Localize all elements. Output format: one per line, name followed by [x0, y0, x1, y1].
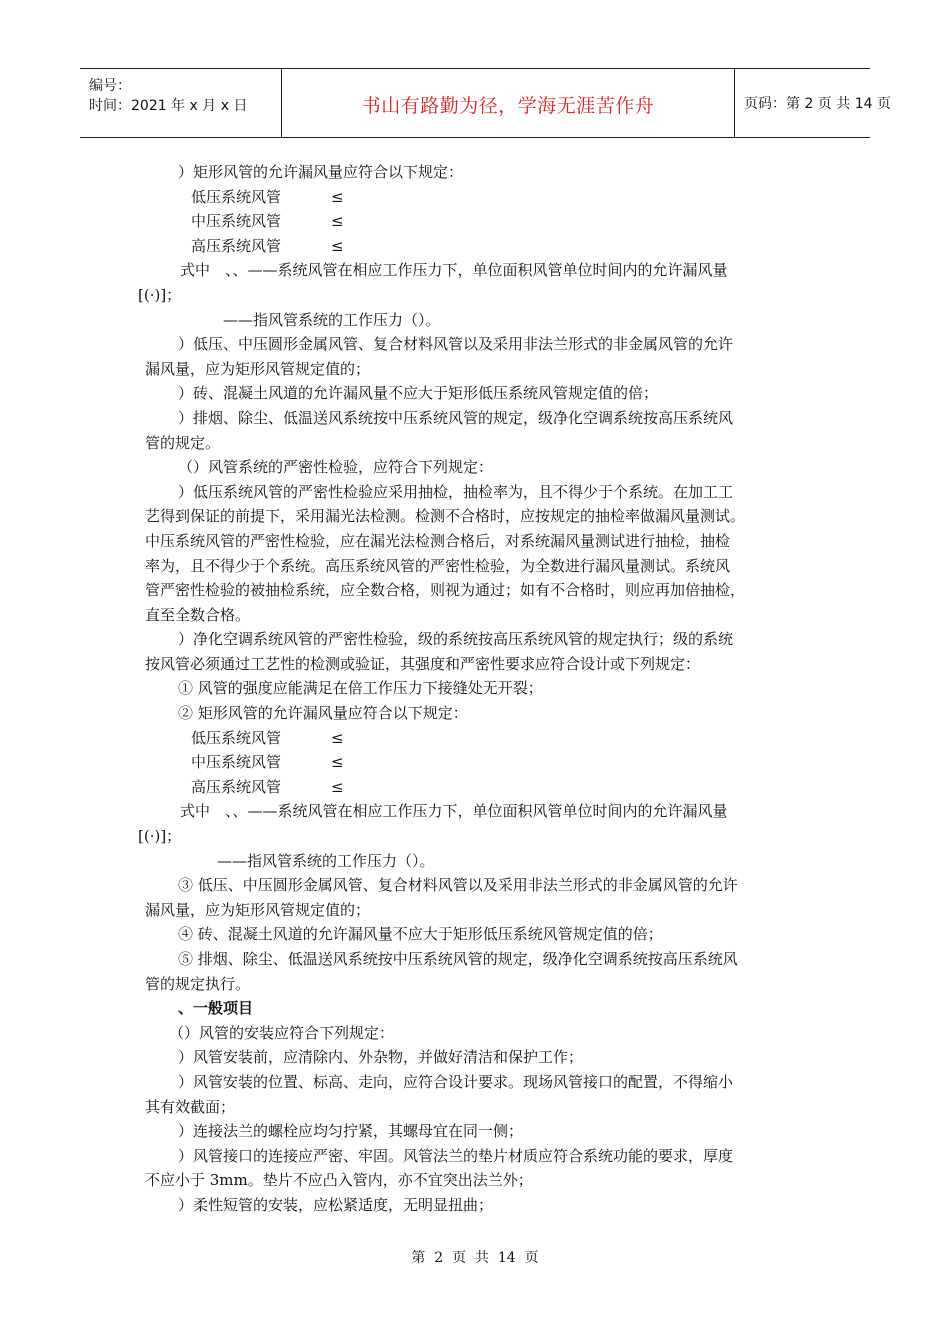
header-page-cell	[735, 69, 891, 137]
paragraph-line: ② 矩形风管的允许漏风量应符合以下规定：	[178, 704, 468, 723]
paragraph-line: 管的规定执行。	[145, 974, 251, 993]
pressure-row-low	[145, 185, 813, 210]
paragraph-line: ）柔性短管的安装，应松紧适度，无明显扭曲；	[178, 1195, 494, 1214]
header-motto-cell	[282, 69, 735, 137]
pressure-row-mid	[145, 750, 813, 775]
paragraph-line: ）风管安装前，应清除内、外杂物，并做好清洁和保护工作；	[178, 1048, 584, 1067]
pressure-row-low	[145, 726, 813, 751]
leq-symbol: ≤	[331, 236, 344, 255]
leq-symbol: ≤	[331, 728, 344, 747]
pressure-label: 低压系统风管	[191, 187, 282, 206]
paragraph-line: ）矩形风管的允许漏风量应符合以下规定：	[178, 163, 464, 181]
paragraph-line: 其有效截面；	[145, 1097, 236, 1116]
pressure-row-mid	[145, 209, 813, 234]
paragraph-line: ——指风管系统的工作压力（）。	[217, 851, 435, 870]
paragraph-line: ）排烟、除尘、低温送风系统按中压系统风管的规定，级净化空调系统按高压系统风	[178, 408, 734, 427]
pressure-label: 中压系统风管	[191, 212, 282, 231]
paragraph-line: 中压系统风管的严密性检验，应在漏光法检测合格后，对系统漏风量测试进行抽检，抽检	[145, 531, 731, 550]
leq-symbol: ≤	[331, 187, 344, 206]
motto-text: 书山有路勤为径，学海无涯苦作舟	[361, 95, 655, 117]
paragraph-line: ）风管接口的连接应严密、牢固。风管法兰的垫片材质应符合系统功能的要求，厚度	[178, 1146, 734, 1165]
paragraph-line: ⑤ 排烟、除尘、低温送风系统按中压系统风管的规定，级净化空调系统按高压系统风	[178, 950, 738, 968]
paragraph-line: 直至全数合格。	[145, 605, 251, 624]
paragraph-line: 漏风量，应为矩形风管规定值的；	[145, 359, 371, 378]
paragraph-line: 式中 、、——系统风管在相应工作压力下，单位面积风管单位时间内的允许漏风量	[180, 261, 728, 280]
paragraph-line: 管的规定。	[145, 433, 221, 452]
paragraph-line: 率为，且不得少于个系统。高压系统风管的严密性检验，为全数进行漏风量测试。系统风	[145, 556, 731, 575]
pressure-label: 高压系统风管	[191, 236, 282, 255]
leq-symbol: ≤	[331, 753, 344, 772]
paragraph-line: ）连接法兰的螺栓应均匀拧紧，其螺母宜在同一侧；	[178, 1122, 524, 1141]
paragraph-line: ——指风管系统的工作压力（）。	[223, 310, 441, 329]
document-body	[138, 160, 813, 1218]
paragraph-line: ）低压、中压圆形金属风管、复合材料风管以及采用非法兰形式的非金属风管的允许	[178, 335, 734, 354]
section-heading: 、一般项目	[178, 999, 254, 1018]
paragraph-line: 按风管必须通过工艺性的检测或验证，其强度和严密性要求应符合设计或下列规定：	[145, 654, 701, 673]
header-left-cell	[80, 69, 282, 137]
paragraph-line: ）砖、混凝土风道的允许漏风量不应大于矩形低压系统风管规定值的倍；	[178, 384, 659, 403]
paragraph-line: 式中 、、——系统风管在相应工作压力下，单位面积风管单位时间内的允许漏风量	[180, 802, 728, 821]
pressure-row-high	[145, 775, 813, 800]
serial-number-label: 编号：	[89, 78, 131, 94]
paragraph-line: ）净化空调系统风管的严密性检验，级的系统按高压系统风管的规定执行；级的系统	[178, 630, 734, 649]
pressure-label: 中压系统风管	[191, 753, 282, 772]
paragraph-line: ③ 低压、中压圆形金属风管、复合材料风管以及采用非法兰形式的非金属风管的允许	[178, 876, 738, 895]
pressure-label: 低压系统风管	[191, 728, 282, 747]
paragraph-line: [(·)]；	[138, 285, 182, 304]
paragraph-line: 艺得到保证的前提下，采用漏光法检测。检测不合格时，应按规定的抽检率做漏风量测试。	[145, 507, 746, 526]
pressure-row-high	[145, 234, 813, 259]
page-footer: 第 2 页 共 14 页	[411, 1250, 539, 1266]
paragraph-line: ④ 砖、混凝土风道的允许漏风量不应大于矩形低压系统风管规定值的倍；	[178, 925, 663, 944]
paragraph-line: 漏风量，应为矩形风管规定值的；	[145, 900, 371, 919]
leq-symbol: ≤	[331, 777, 344, 796]
leq-symbol: ≤	[331, 212, 344, 231]
paragraph-line: ① 风管的强度应能满足在倍工作压力下接缝处无开裂；	[178, 679, 543, 698]
paragraph-line: 不应小于 3mm。垫片不应凸入管内，亦不宜突出法兰外；	[145, 1171, 533, 1190]
paragraph-line: （）风管系统的严密性检验，应符合下列规定：	[178, 458, 494, 477]
date-label: 时间：2021 年 x 月 x 日	[89, 98, 248, 114]
paragraph-line: ）风管安装的位置、标高、走向，应符合设计要求。现场风管接口的配置，不得缩小	[178, 1072, 734, 1091]
paragraph-line: ）低压系统风管的严密性检验应采用抽检，抽检率为，且不得少于个系统。在加工工	[178, 482, 734, 501]
document-header	[80, 68, 891, 138]
pressure-label: 高压系统风管	[191, 777, 282, 796]
paragraph-line: （）风管的安装应符合下列规定：	[169, 1023, 395, 1042]
page-info: 页码：第 2 页 共 14 页	[744, 96, 891, 112]
paragraph-line: 管严密性检验的被抽检系统，应全数合格，则视为通过；如有不合格时，则应再加倍抽检，	[145, 581, 746, 600]
paragraph-line: [(·)]；	[138, 827, 182, 846]
